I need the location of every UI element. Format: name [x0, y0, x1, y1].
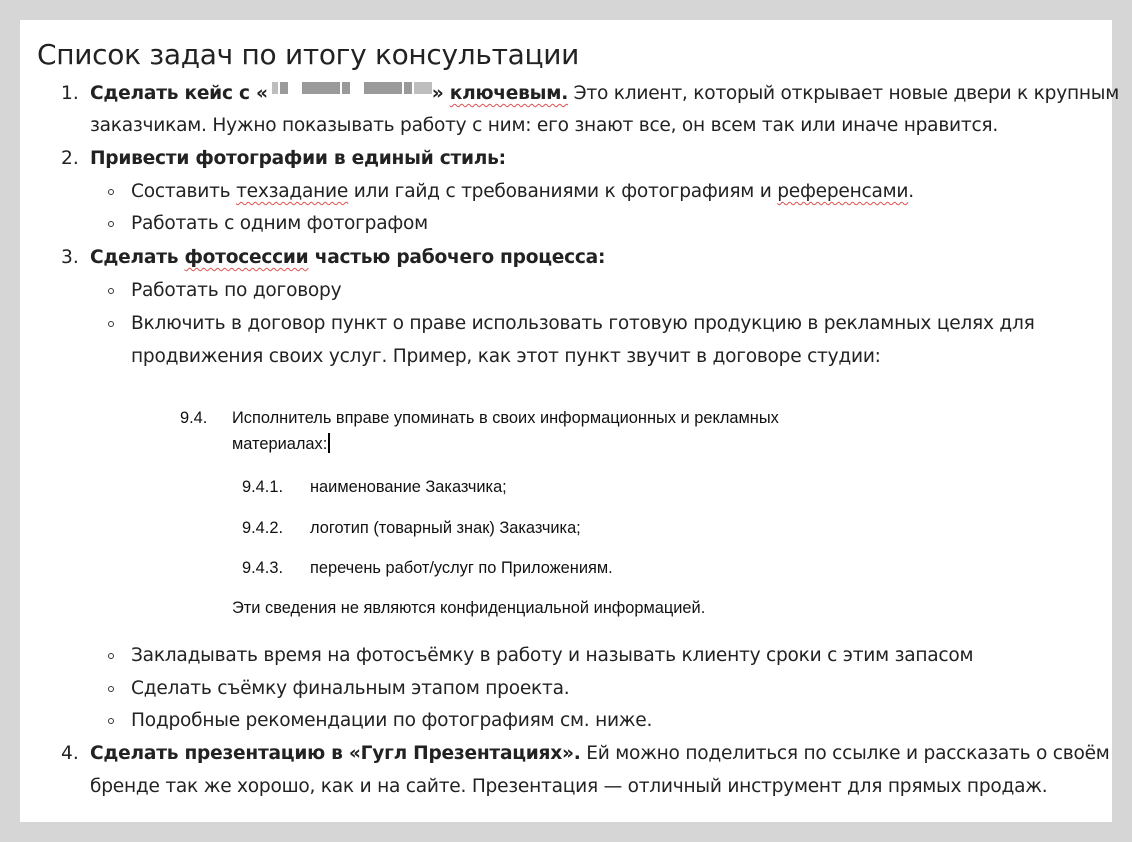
clause-number: 9.4. [180, 409, 208, 427]
list-item-1-number: 1. [61, 83, 79, 104]
list-item-3-bold-post: частью рабочего процесса: [308, 247, 606, 268]
list-item-2-number: 2. [61, 148, 79, 169]
list-item-3-bold-pre: Сделать [90, 247, 185, 268]
sub-item-2-1 [131, 179, 914, 205]
clause-line-2-text: материалах: [232, 435, 328, 453]
document-page [20, 20, 1119, 822]
sub-item-2-1-post: . [908, 181, 914, 202]
list-item-3-heading [90, 245, 605, 271]
bullet-icon [108, 189, 114, 195]
list-item-4-text: Ей можно поделиться по ссылке и рассказать о своём [580, 743, 1110, 764]
sub-item-3-3: Закладывать время на фотосъёмку в работу и называть клиенту сроки с этим запасом [131, 645, 974, 666]
document-title: Список задач по итогу консультации [37, 38, 579, 71]
sub-item-3-2: Включить в договор пункт о праве использовать готовую продукцию в рекламных целях для [131, 313, 1035, 334]
sub-item-3-5: Подробные рекомендации по фотографиям см. ниже. [131, 710, 653, 731]
clause-line-1: Исполнитель вправе упоминать в своих информационных и рекламных [232, 409, 779, 427]
list-item-4-number: 4. [61, 743, 79, 764]
subclause-text: логотип (товарный знак) Заказчика; [310, 519, 581, 537]
spell-flag-word: референсами [777, 181, 909, 202]
subclause-number: 9.4.2. [242, 519, 284, 537]
list-item-1-bold-post: » [431, 83, 450, 104]
list-item-2-heading: Привести фотографии в единый стиль: [90, 148, 506, 169]
sub-item-2-2: Работать с одним фотографом [131, 213, 428, 234]
sub-item-3-2-cont: продвижения своих услуг. Пример, как этот пункт звучит в договоре студии: [131, 346, 881, 367]
sub-item-2-1-mid: или гайд с требованиями к фотографиям и [348, 181, 778, 202]
bullet-icon [108, 288, 114, 294]
sub-item-3-4: Сделать съёмку финальным этапом проекта. [131, 678, 570, 699]
subclause-number: 9.4.1. [242, 478, 284, 496]
clause-note: Эти сведения не являются конфиденциальной информацией. [232, 599, 706, 617]
bullet-icon [108, 221, 114, 227]
redacted-client-name [268, 82, 432, 94]
spell-flag-word: техзадание [236, 181, 349, 202]
sub-item-2-1-pre: Составить [131, 181, 237, 202]
list-item-1 [90, 81, 1119, 107]
bullet-icon [108, 718, 114, 724]
list-item-1-bold-pre: Сделать кейс с « [90, 83, 268, 104]
list-item-1-bold-keyword: ключевым. [449, 83, 569, 104]
sub-item-3-1: Работать по договору [131, 280, 342, 301]
subclause-text: наименование Заказчика; [310, 478, 507, 496]
bullet-icon [108, 686, 114, 692]
subclause-text: перечень работ/услуг по Приложениям. [310, 559, 613, 577]
list-item-1-text-cont: заказчикам. Нужно показывать работу с ним: его знают все, он всем так или иначе нравится. [90, 115, 999, 136]
bullet-icon [108, 653, 114, 659]
list-item-3-number: 3. [61, 247, 79, 268]
list-item-4-text-cont: бренде так же хорошо, как и на сайте. Презентация — отличный инструмент для прямых продаж. [90, 776, 1048, 797]
text-cursor [328, 433, 330, 453]
bullet-icon [108, 321, 114, 327]
spell-flag-word: фотосессии [184, 247, 309, 268]
list-item-4 [90, 741, 1110, 767]
subclause-number: 9.4.3. [242, 559, 284, 577]
list-item-1-text: Это клиент, который открывает новые двери к крупным [568, 83, 1119, 104]
clause-line-2 [232, 432, 330, 456]
list-item-4-bold: Сделать презентацию в «Гугл Презентациях». [90, 743, 581, 764]
